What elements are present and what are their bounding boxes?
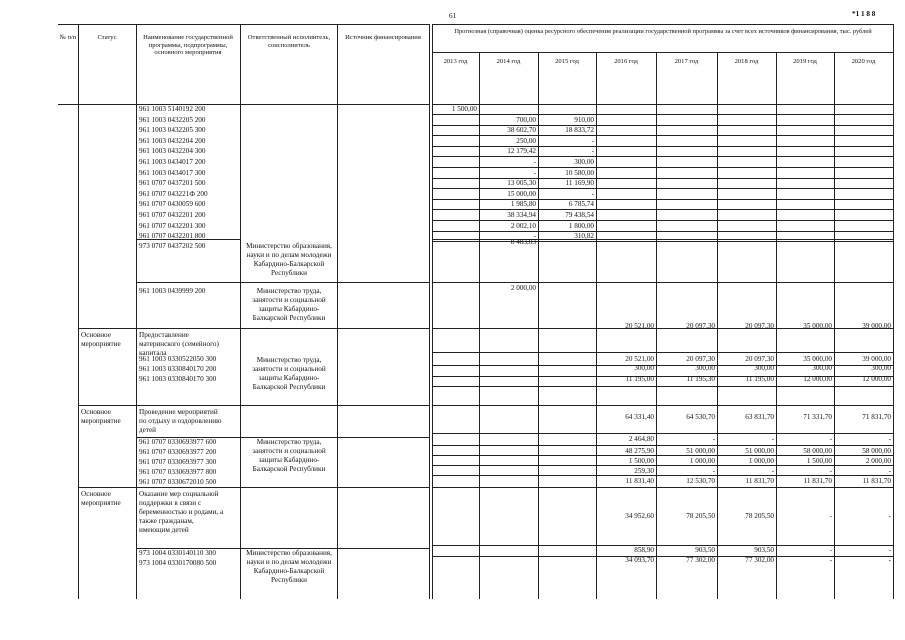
budget-value: 6 785,74: [568, 200, 594, 209]
executor-text: Балкарской Республики: [252, 383, 326, 391]
measure-status: мероприятие: [81, 340, 121, 348]
budget-value: -: [533, 232, 536, 241]
right-top-line: [432, 24, 894, 25]
budget-value: 39 000,00: [862, 355, 891, 363]
budget-code: 961 1003 0330840170 300: [139, 375, 217, 383]
header-num: № п/п: [59, 34, 77, 41]
measure-name: беременностью и родами, а: [139, 508, 224, 516]
right-row-line: [432, 465, 894, 466]
left-row-line: [78, 328, 430, 329]
left-col-line: [136, 24, 137, 599]
budget-value: 20 521,00: [625, 355, 654, 363]
measure-status: мероприятие: [81, 417, 121, 425]
measure-total: 34 952,60: [625, 512, 654, 520]
budget-value: -: [533, 158, 536, 166]
budget-value: 11 831,70: [745, 477, 774, 485]
executor-text: защиты Кабардино-: [258, 374, 320, 382]
budget-code: 961 1003 5140192 200: [139, 105, 206, 113]
budget-value: 11 831,40: [625, 477, 654, 485]
budget-value: 12 000,00: [803, 375, 832, 383]
value-973-2014: 8 483,03: [510, 238, 536, 246]
budget-value: 15 000,00: [507, 189, 536, 198]
budget-code: 961 1003 0432204 300: [139, 147, 206, 156]
budget-value: 259,30: [634, 467, 654, 475]
header-status: Статус: [97, 34, 117, 41]
budget-value: 310,82: [574, 232, 594, 241]
year-header: 2014 год: [496, 58, 521, 65]
executor-text: Министерство труда,: [256, 287, 322, 295]
budget-value: 858,90: [634, 546, 654, 554]
measure-total: 35 000,00: [803, 322, 832, 330]
budget-value: -: [771, 467, 774, 475]
budget-code: 961 0707 0330693977 600: [139, 438, 217, 446]
year-header: 2017 год: [674, 58, 699, 65]
budget-value: 12 179,42: [507, 147, 536, 156]
budget-value: -: [888, 435, 891, 443]
budget-code: 961 0707 0330693977 800: [139, 468, 217, 476]
budget-value: 58 000,00: [803, 447, 832, 455]
measure-name: Проведение мероприятий: [139, 408, 218, 416]
measure-name: также гражданам,: [139, 517, 194, 525]
budget-value: -: [829, 556, 832, 564]
budget-value: -: [712, 435, 715, 443]
budget-value: 48 275,90: [625, 447, 654, 455]
budget-value: -: [591, 147, 594, 156]
budget-code: 961 1003 0432205 200: [139, 115, 206, 124]
right-col-line: [432, 24, 433, 599]
year-header: 2013 год: [443, 58, 468, 65]
budget-value: 79 438,54: [565, 211, 594, 219]
right-row-line: [432, 282, 894, 283]
measure-name: детей: [139, 426, 157, 434]
budget-code: 961 1003 0434017 300: [139, 168, 206, 177]
budget-value: 300,00: [812, 364, 832, 372]
measure-total: 20 097,30: [745, 322, 774, 330]
measure-name: материнского (семейного): [139, 340, 219, 348]
budget-code: 973 1004 0330140110 300: [139, 549, 216, 557]
budget-value: 300,00: [695, 364, 715, 372]
executor-text: защиты Кабардино-: [258, 305, 320, 313]
budget-value: 11 195,30: [686, 375, 715, 383]
budget-value: 13 005,30: [507, 179, 536, 188]
executor-text: Республики: [270, 269, 308, 277]
budget-value: -: [533, 168, 536, 177]
budget-code: 961 0707 0432201 800: [139, 232, 206, 241]
executor-text: Республики: [270, 576, 308, 584]
measure-total: 71 831,70: [862, 413, 891, 421]
budget-value: 12 530,70: [686, 477, 715, 485]
measure-total: 20 097,30: [686, 322, 715, 330]
budget-value: -: [829, 467, 832, 475]
budget-value: -: [888, 467, 891, 475]
executor-text: Кабардино-Балкарской: [253, 260, 325, 268]
measure-total: 78 205,50: [686, 512, 715, 520]
measure-status: Основное: [81, 408, 111, 416]
budget-value: 11 169,90: [565, 179, 594, 188]
measure-total: 63 831,70: [745, 413, 774, 421]
measure-total: 64 331,40: [625, 413, 654, 421]
right-row-line: [432, 445, 894, 446]
header-source: Источник финансирования: [345, 34, 421, 41]
measure-total: 78 205,50: [745, 512, 774, 520]
budget-value: 300,00: [634, 364, 654, 372]
measure-total: 20 521,00: [625, 322, 654, 330]
measure-name: поддержки в связи с: [139, 499, 202, 507]
executor-text: Балкарской Республики: [252, 314, 326, 322]
executor-text: занятости и социальной: [252, 296, 326, 304]
budget-value: -: [888, 546, 891, 554]
budget-value: 300,00: [871, 364, 891, 372]
budget-value: 1 500,00: [806, 457, 832, 465]
budget-value: 903,50: [754, 546, 774, 554]
year-header: 2015 год: [555, 58, 579, 65]
budget-value: 910,00: [574, 115, 594, 124]
measure-total: 64 530,70: [686, 413, 715, 421]
budget-code: 961 0707 0330672010 500: [139, 478, 217, 486]
measure-name: Предоставление: [139, 331, 189, 339]
right-col-line: [834, 52, 835, 599]
budget-value: 11 831,70: [803, 477, 832, 485]
budget-code: 961 0707 0430059 600: [139, 200, 206, 209]
budget-value: 20 097,30: [686, 355, 715, 363]
left-row-line: [78, 405, 430, 406]
header-forecast: Прогнозная (справочная) оценка ресурсного обеспечения реализации государственной программы за счет всех источников финансирования, тыс. рублей: [454, 28, 872, 35]
budget-value: 1 985,80: [510, 200, 536, 209]
left-col-line: [429, 24, 430, 599]
right-col-line: [893, 24, 894, 599]
budget-code: 961 1003 0330522050 300: [139, 355, 217, 363]
code-961-999: 961 1003 0439999 200: [139, 287, 206, 295]
budget-value: 300,00: [574, 158, 594, 166]
right-row-line: [432, 433, 894, 434]
executor-text: Министерство образования,: [246, 242, 332, 250]
budget-value: -: [712, 467, 715, 475]
measure-name: имеющим детей: [139, 526, 189, 534]
budget-value: 11 195,00: [625, 375, 654, 383]
budget-code: 961 1003 0330840170 200: [139, 365, 217, 373]
executor-text: занятости и социальной: [252, 365, 326, 373]
left-row-line: [136, 282, 430, 283]
measure-total: 39 000,00: [862, 322, 891, 330]
left-col-line: [78, 24, 79, 599]
right-year-line: [432, 52, 894, 53]
budget-value: 77 302,00: [686, 556, 715, 564]
right-col-line: [596, 52, 597, 599]
budget-value: 1 800,00: [568, 221, 594, 230]
budget-value: 10 580,00: [565, 168, 594, 177]
measure-name: Оказание мер социальной: [139, 490, 219, 498]
executor-text: Министерство образования,: [246, 549, 332, 557]
budget-code: 961 0707 0432201 300: [139, 221, 206, 230]
left-col-line: [337, 24, 338, 599]
budget-value: -: [591, 189, 594, 198]
year-header: 2016 год: [614, 58, 638, 65]
budget-value: 12 000,00: [862, 375, 891, 383]
budget-value: 2 000,00: [865, 457, 891, 465]
right-row-line: [432, 475, 894, 476]
measure-name: по отдыху и оздоровлению: [139, 417, 222, 425]
value-961-999-2014: 2 000,00: [510, 284, 536, 292]
budget-value: 1 000,00: [748, 457, 774, 465]
executor-text: науки и по делам молодежи: [246, 558, 332, 566]
right-row-line: [432, 352, 894, 353]
right-header-bottom: [432, 104, 894, 105]
budget-code: 973 1004 0330170080 500: [139, 559, 217, 567]
executor-text: Кабардино-Балкарской: [253, 567, 325, 575]
left-header-bottom: [58, 104, 430, 105]
executor-text: Министерство труда,: [256, 356, 322, 364]
budget-value: 77 302,00: [745, 556, 774, 564]
budget-code: 961 1003 0432205 300: [139, 126, 206, 135]
year-header: 2020 год: [851, 58, 876, 65]
right-col-line: [656, 52, 657, 599]
budget-value: 903,50: [695, 546, 715, 554]
budget-value: 34 093,70: [625, 556, 654, 564]
budget-value: 38 602,70: [507, 126, 536, 135]
budget-code: 961 1003 0432204 200: [139, 136, 206, 145]
budget-value: 1 000,00: [689, 457, 715, 465]
budget-code: 961 0707 0330693977 200: [139, 448, 217, 456]
budget-value: -: [888, 556, 891, 564]
budget-value: 11 195,00: [745, 375, 774, 383]
budget-value: 2 002,10: [510, 221, 536, 230]
measure-status: Основное: [81, 331, 111, 339]
left-row-line: [78, 487, 430, 488]
right-col-line: [479, 52, 480, 599]
budget-value: 1 500,00: [628, 457, 654, 465]
measure-total: -: [829, 512, 832, 520]
budget-value: 58 000,00: [862, 447, 891, 455]
budget-value: 38 334,94: [507, 211, 536, 219]
budget-value: 51 000,00: [686, 447, 715, 455]
right-row-line: [432, 405, 894, 406]
budget-value: 250,00: [516, 136, 536, 145]
page-number: 61: [449, 12, 457, 20]
right-col-line: [717, 52, 718, 599]
right-col-line: [776, 52, 777, 599]
right-col-line: [538, 52, 539, 599]
budget-value: 700,00: [516, 115, 536, 124]
executor-text: науки и по делам молодежи: [246, 251, 332, 259]
budget-value: -: [591, 136, 594, 145]
budget-value: 51 000,00: [745, 447, 774, 455]
header-name: Наименование государственной программы, подпрограммы, основного мероприятия: [143, 34, 233, 57]
budget-value: 20 097,30: [745, 355, 774, 363]
right-row-line: [432, 487, 894, 488]
year-header: 2019 год: [793, 58, 817, 65]
header-executor: Ответственный исполнитель, соисполнитель: [247, 34, 331, 49]
budget-code: 961 0707 0432201 200: [139, 211, 206, 219]
budget-value: 18 833,72: [565, 126, 594, 135]
executor-text: Министерство труда,: [256, 438, 322, 446]
budget-code: 961 0707 0330693977 300: [139, 458, 217, 466]
measure-total: 71 331,70: [803, 413, 832, 421]
budget-value: -: [771, 435, 774, 443]
executor-text: защиты Кабардино-: [258, 456, 320, 464]
budget-value: -: [829, 546, 832, 554]
budget-code: 961 0707 043221Ф 200: [139, 189, 208, 198]
budget-code: 961 1003 0434017 200: [139, 158, 206, 166]
measure-total: -: [888, 512, 891, 520]
measure-name: капитала: [139, 349, 167, 357]
measure-status: мероприятие: [81, 499, 121, 507]
right-row-line: [432, 455, 894, 456]
left-top-line: [58, 24, 430, 25]
code-973: 973 0707 0437202 500: [139, 242, 206, 250]
budget-value: 1 500,00: [451, 105, 477, 113]
page-mark: *1 1 8 8: [852, 10, 876, 18]
executor-text: Балкарской Республики: [252, 465, 326, 473]
budget-value: 300,00: [754, 364, 774, 372]
budget-value: 11 831,70: [862, 477, 891, 485]
budget-code: 961 0707 0437201 500: [139, 179, 206, 188]
year-header: 2018 год: [734, 58, 759, 65]
budget-value: -: [829, 435, 832, 443]
measure-status: Основное: [81, 490, 111, 498]
budget-value: 2 464,80: [628, 435, 654, 443]
budget-value: 35 000,00: [803, 355, 832, 363]
right-row-line: [432, 386, 894, 387]
executor-text: занятости и социальной: [252, 447, 326, 455]
